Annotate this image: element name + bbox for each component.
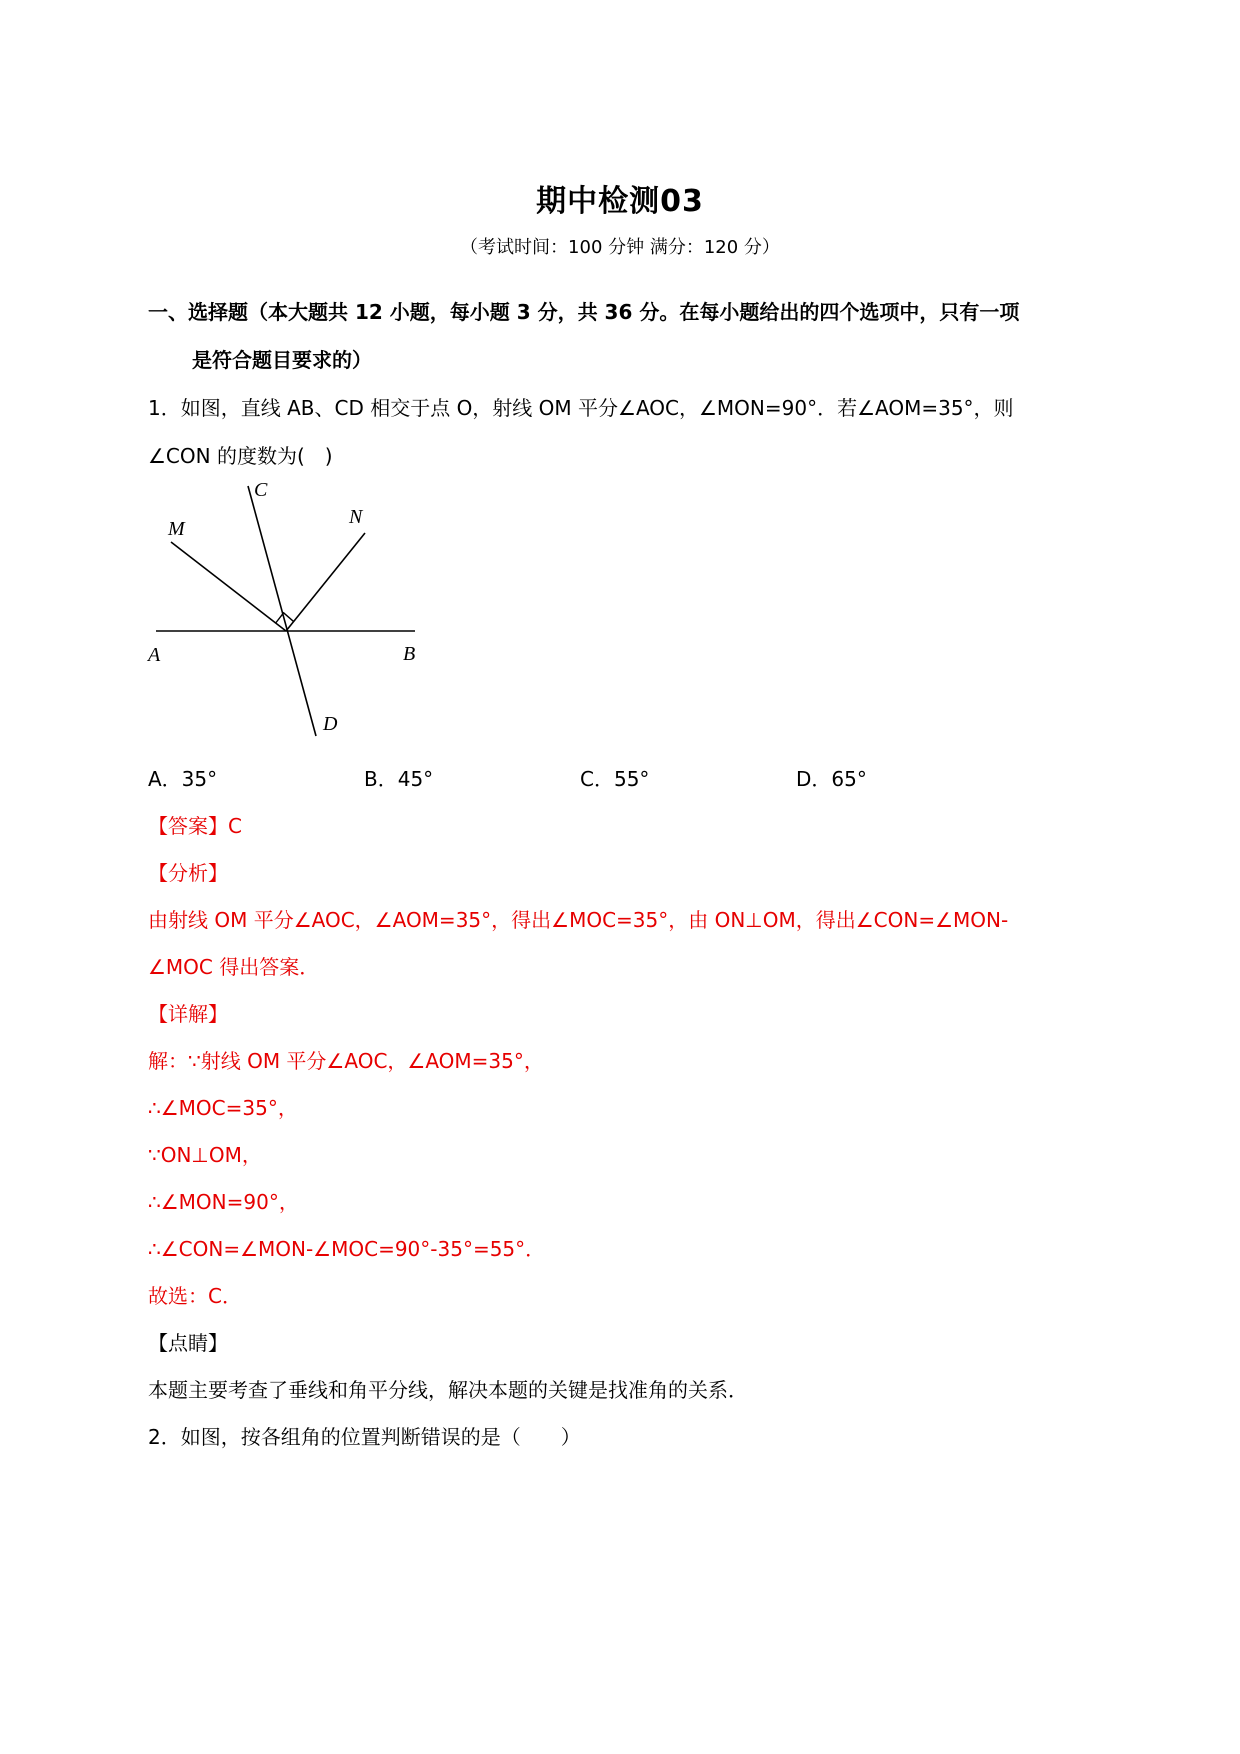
detail-step: ∴∠CON=∠MON-∠MOC=90°-35°=55°．: [148, 1237, 546, 1261]
analysis-tag: 【分析】: [148, 861, 228, 885]
analysis-text-cont: ∠MOC 得出答案．: [148, 955, 320, 979]
page-title: 期中检测03: [536, 184, 704, 219]
option-a: A．35°: [148, 767, 218, 791]
ray-on: [286, 533, 365, 631]
detail-step: 解：∵射线 OM 平分∠AOC，∠AOM=35°，: [148, 1049, 544, 1073]
label-c: C: [254, 479, 268, 501]
detail-step: ∴∠MOC=35°，: [148, 1096, 298, 1120]
answer-value: C: [228, 814, 242, 838]
answer-tag: 【答案】: [148, 814, 228, 838]
geometry-figure: [140, 478, 440, 748]
detail-conclusion: 故选：C．: [148, 1284, 242, 1308]
detail-step: ∵ON⊥OM，: [148, 1143, 262, 1167]
ray-om: [171, 542, 286, 631]
exam-info: （考试时间：100 分钟 满分：120 分）: [460, 237, 780, 258]
analysis-text: 由射线 OM 平分∠AOC，∠AOM=35°，得出∠MOC=35°，由 ON⊥OM，得出∠CON=∠MON-: [148, 908, 1009, 932]
detail-tag: 【详解】: [148, 1002, 228, 1026]
label-b: B: [403, 643, 416, 665]
label-n: N: [349, 506, 363, 528]
option-c: C．55°: [580, 767, 650, 791]
label-a: A: [148, 644, 161, 666]
label-d: D: [323, 713, 338, 735]
label-m: M: [168, 518, 185, 540]
answer-line: [148, 810, 242, 839]
option-d: D．65°: [796, 767, 867, 791]
option-b: B．45°: [364, 767, 434, 791]
question-2-stem: 2．如图，按各组角的位置判断错误的是（ ）: [148, 1425, 581, 1449]
question-1-stem-cont: ∠CON 的度数为( ): [148, 444, 333, 468]
line-cd: [248, 486, 316, 736]
comment-tag: 【点睛】: [148, 1331, 228, 1355]
section-heading-cont: 是符合题目要求的）: [192, 348, 372, 372]
section-heading: 一、选择题（本大题共 12 小题，每小题 3 分，共 36 分。在每小题给出的四个选项中，只有一项: [148, 300, 1020, 324]
detail-step: ∴∠MON=90°，: [148, 1190, 299, 1214]
question-1-stem: 1．如图，直线 AB、CD 相交于点 O，射线 OM 平分∠AOC，∠MON=90°．若∠AOM=35°，则: [148, 396, 1014, 420]
comment-text: 本题主要考查了垂线和角平分线，解决本题的关键是找准角的关系．: [148, 1378, 748, 1402]
